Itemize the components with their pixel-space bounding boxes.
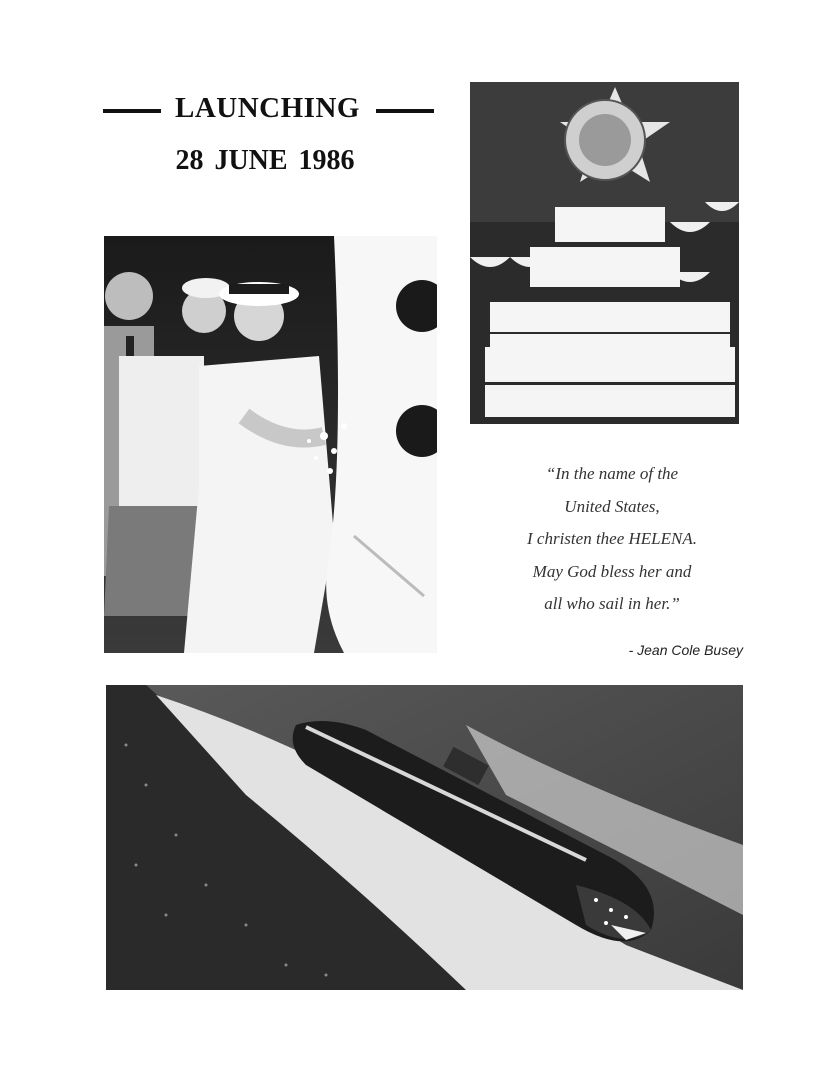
christening-quote: [492, 458, 732, 621]
quote-line: I christen thee HELENA.: [527, 529, 697, 548]
quote-line: all who sail in her.”: [544, 594, 680, 613]
christening-photo: [104, 236, 437, 653]
crew-photo-image: [470, 82, 739, 424]
launch-photo-image: [106, 685, 743, 990]
quote-line: “In the name of the: [545, 464, 679, 483]
quote-line: May God bless her and: [532, 561, 692, 581]
quote-line: United States,: [564, 496, 660, 516]
crew-photo: [470, 82, 739, 424]
launch-date: 28 JUNE 1986: [175, 145, 355, 176]
launch-photo: [106, 685, 743, 990]
page-title: LAUNCHING: [175, 92, 360, 124]
christening-photo-image: [104, 236, 437, 653]
heading-rule-left: [103, 109, 161, 113]
quote-attribution: - Jean Cole Busey: [628, 642, 743, 658]
heading-rule-right: [376, 109, 434, 113]
